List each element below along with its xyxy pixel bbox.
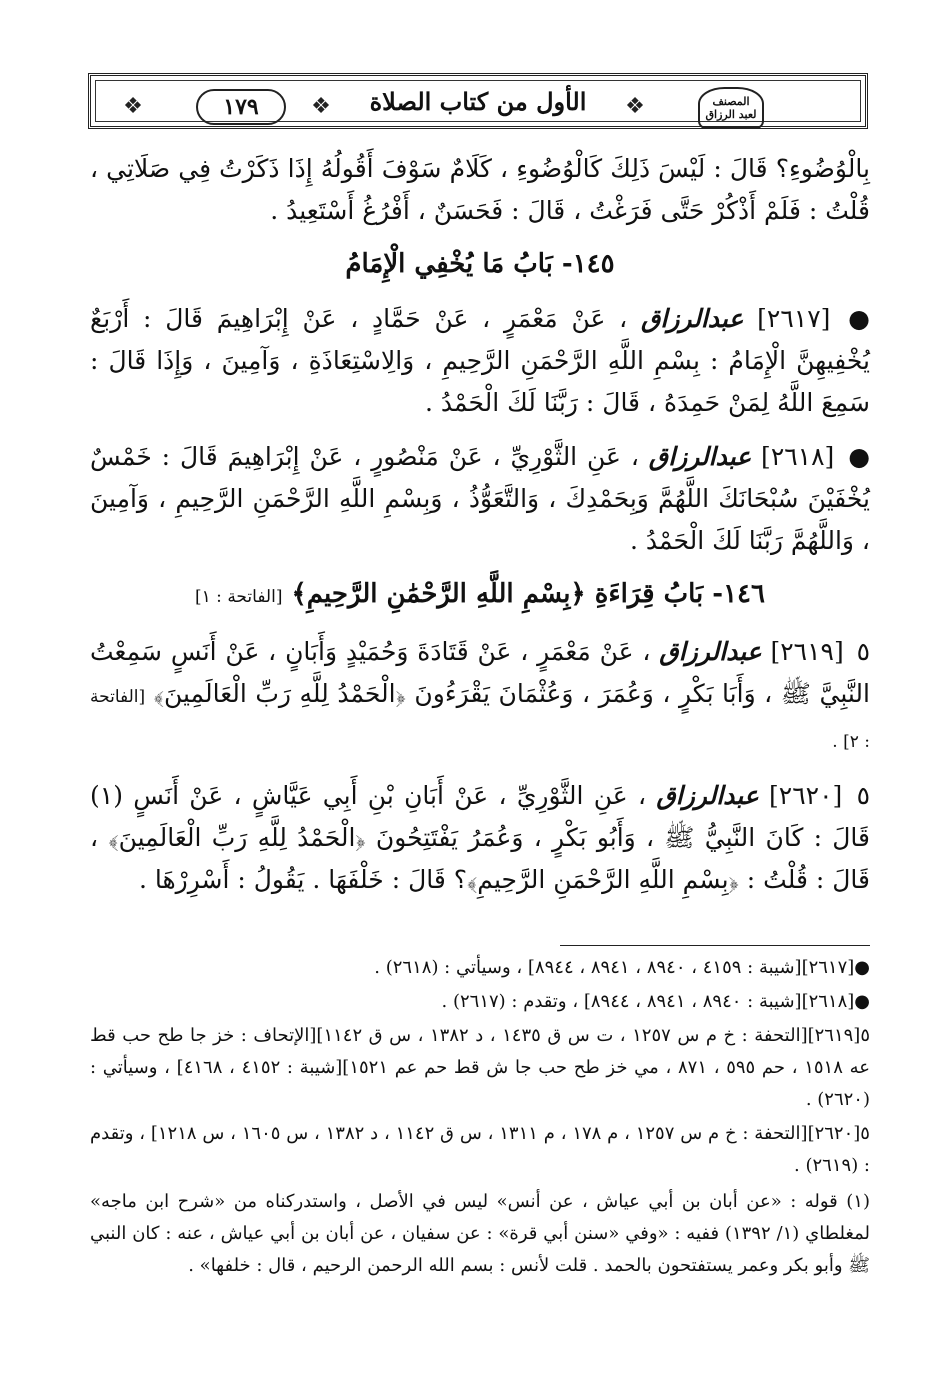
page-header-inner xyxy=(95,80,861,122)
hadith-text: ، عَنِ الثَّوْرِيِّ ، عَنْ مَنْصُورٍ ، عَنْ إِبْرَاهِيمَ قَالَ : خَمْسٌ يُخْفَيْنَ سُبْحَانَكَ اللَّهُمَّ وَبِحَمْدِكَ ، وَالتَّعَوُّذُ ، وَبِسْمِ اللَّهِ الرَّحْمَنِ الرَّحِيمِ ، وَآمِينَ ، وَاللَّهُمَّ رَبَّنَا لَكَ الْحَمْدُ . xyxy=(90,442,870,555)
hadith-text: ، عَنْ مَعْمَرٍ ، عَنْ قَتَادَةَ وَحُمَيْدٍ وَأَبَانٍ ، عَنْ أَنَسٍ سَمِعْتُ النَّبِيَّ ﷺ ، وَأَبَا بَكْرٍ ، وَعُمَرَ ، وَعُثْمَانَ يَقْرَءُونَ ﴿الْحَمْدُ لِلَّهِ رَبِّ الْعَالَمِينَ﴾ xyxy=(90,637,870,708)
ornament-icon: ❖ xyxy=(311,93,331,119)
narrator-name: عبدالرزاق xyxy=(656,781,759,810)
hadith-text: ، عَنْ مَعْمَرٍ ، عَنْ حَمَّادٍ ، عَنْ إِبْرَاهِيمَ قَالَ : أَرْبَعٌ يُخْفِيهِنَّ الْإِمَامُ : بِسْمِ اللَّهِ الرَّحْمَنِ الرَّحِيمِ ، وَالِاسْتِعَاذَةِ ، وَآمِينَ ، وَإِذَا قَالَ : سَمِعَ اللَّهُ لِمَنْ حَمِدَهُ ، قَالَ : رَبَّنَا لَكَ الْحَمْدُ . xyxy=(90,304,870,417)
chapter-heading-146 xyxy=(90,574,870,617)
logo-line: لعبد الرزاق xyxy=(705,108,757,121)
footnotes xyxy=(90,952,870,1300)
narrator-name: عبدالرزاق xyxy=(641,304,744,333)
page-number: ١٧٩ xyxy=(196,89,286,125)
note-2620: ٥[٢٦٢٠][التحفة : خ م س ١٢٥٧ ، م ١٧٨ ، م ١٣١١ ، س ق ١١٤٢ ، د ١٣٨٢ ، س ١٦٠٥ ، س ١٢١٨] ، وتقدم : (٢٦١٩) . xyxy=(90,1123,870,1176)
main-text xyxy=(90,148,870,913)
narrator-name: عبدالرزاق xyxy=(659,637,762,666)
hadith-2617 xyxy=(90,298,870,424)
hadith-number: [٢٦١٩] xyxy=(770,637,844,666)
hadith-2620 xyxy=(90,775,870,901)
hadith-number: [٢٦١٨] xyxy=(761,442,835,471)
hadith-marker: ٥ xyxy=(856,781,871,810)
logo-line: المصنف xyxy=(712,95,750,108)
footnote-1: (١) قوله : «عن أبان بن أبي عياش ، عن أنس» ليس في الأصل ، واستدركناه من «شرح ابن ماجه» لمغلطاي (١/ ١٣٩٢) ففيه : «وفي «سنن أبي قرة» : عن سفيان ، عن أبان بن أبي عياش ، عنه : كان النبي ﷺ وأبو بكر وعمر يستفتحون بالحمد . قلت لأنس : بسم الله الرحمن الرحيم ، قال : خلفها» . xyxy=(90,1191,870,1276)
ornament-icon: ❖ xyxy=(625,93,645,119)
running-title: الأول من كتاب الصلاة xyxy=(369,86,587,116)
footnote-divider xyxy=(560,945,870,946)
hadith-2619 xyxy=(90,631,870,763)
quran-reference: [الفاتحة : ٢] . xyxy=(90,687,870,752)
hadith-marker: ٥ xyxy=(856,637,870,666)
note-2619: ٥[٢٦١٩][التحفة : خ م س ١٢٥٧ ، ت س ق ١٤٣٥ ، د ١٣٨٢ ، س ق ١١٤٢][الإتحاف : خز جا طح حب قط عه ١٥١٨ ، حم ٥٩٥ ، ٨٧١ ، مي خز طح حب جا ش قط حم عم ١٥٢١][شيبة : ٤١٥٢ ، ٤١٦٨] ، وسيأتي : (٢٦٢٠) . xyxy=(90,1025,870,1110)
hadith-number: [٢٦٢٠] xyxy=(769,781,843,810)
hadith-2618 xyxy=(90,436,870,562)
narrator-name: عبدالرزاق xyxy=(648,442,752,471)
ornament-icon: ❖ xyxy=(123,93,143,119)
hadith-marker: ● xyxy=(848,442,871,471)
heading-text: ١٤٦- بَابُ قِرَاءَةِ ﴿بِسْمِ اللَّهِ الرَّحْمَٰنِ الرَّحِيمِ﴾ xyxy=(291,579,765,609)
book-logo xyxy=(698,87,764,129)
paragraph: بِالْوُضُوءِ؟ قَالَ : لَيْسَ ذَلِكَ كَالْوُضُوءِ ، كَلَامٌ سَوْفَ أَقُولُهُ إِذَا ذَكَرْتُ فِي صَلَاتِي ، قُلْتُ : فَلَمْ أَذْكُرْ حَتَّى فَرَغْتُ ، قَالَ : فَحَسَنٌ ، أَفْرُغُ أَسْتَعِيدُ . xyxy=(90,154,870,225)
hadith-number: [٢٦١٧] xyxy=(757,304,831,333)
quran-reference: [الفاتحة : ١] xyxy=(195,587,283,607)
page-header-frame xyxy=(88,73,868,129)
hadith-marker: ● xyxy=(848,304,870,333)
note-2617: ●[٢٦١٧][شيبة : ٤١٥٩ ، ٨٩٤٠ ، ٨٩٤١ ، ٨٩٤٤] ، وسيأتي : (٢٦١٨) . xyxy=(374,957,870,978)
note-2618: ●[٢٦١٨][شيبة : ٨٩٤٠ ، ٨٩٤١ ، ٨٩٤٤] ، وتقدم : (٢٦١٧) . xyxy=(441,991,870,1012)
hadith-text: ، عَنِ الثَّوْرِيِّ ، عَنْ أَبَانِ بْنِ أَبِي عَيَّاشٍ ، عَنْ أَنَسٍ (١) قَالَ : كَانَ النَّبِيُّ ﷺ ، وَأَبُو بَكْرٍ ، وَعُمَرُ يَفْتَتِحُونَ ﴿الْحَمْدُ لِلَّهِ رَبِّ الْعَالَمِينَ﴾ ، قَالَ : قُلْتُ : ﴿بِسْمِ اللَّهِ الرَّحْمَنِ الرَّحِيمِ﴾؟ قَالَ : خَلْفَهَا . يَقُولُ : أَسْرِرْهَا . xyxy=(90,781,870,894)
chapter-heading-145: ١٤٥- بَابُ مَا يُخْفِي الْإِمَامُ xyxy=(345,249,615,279)
